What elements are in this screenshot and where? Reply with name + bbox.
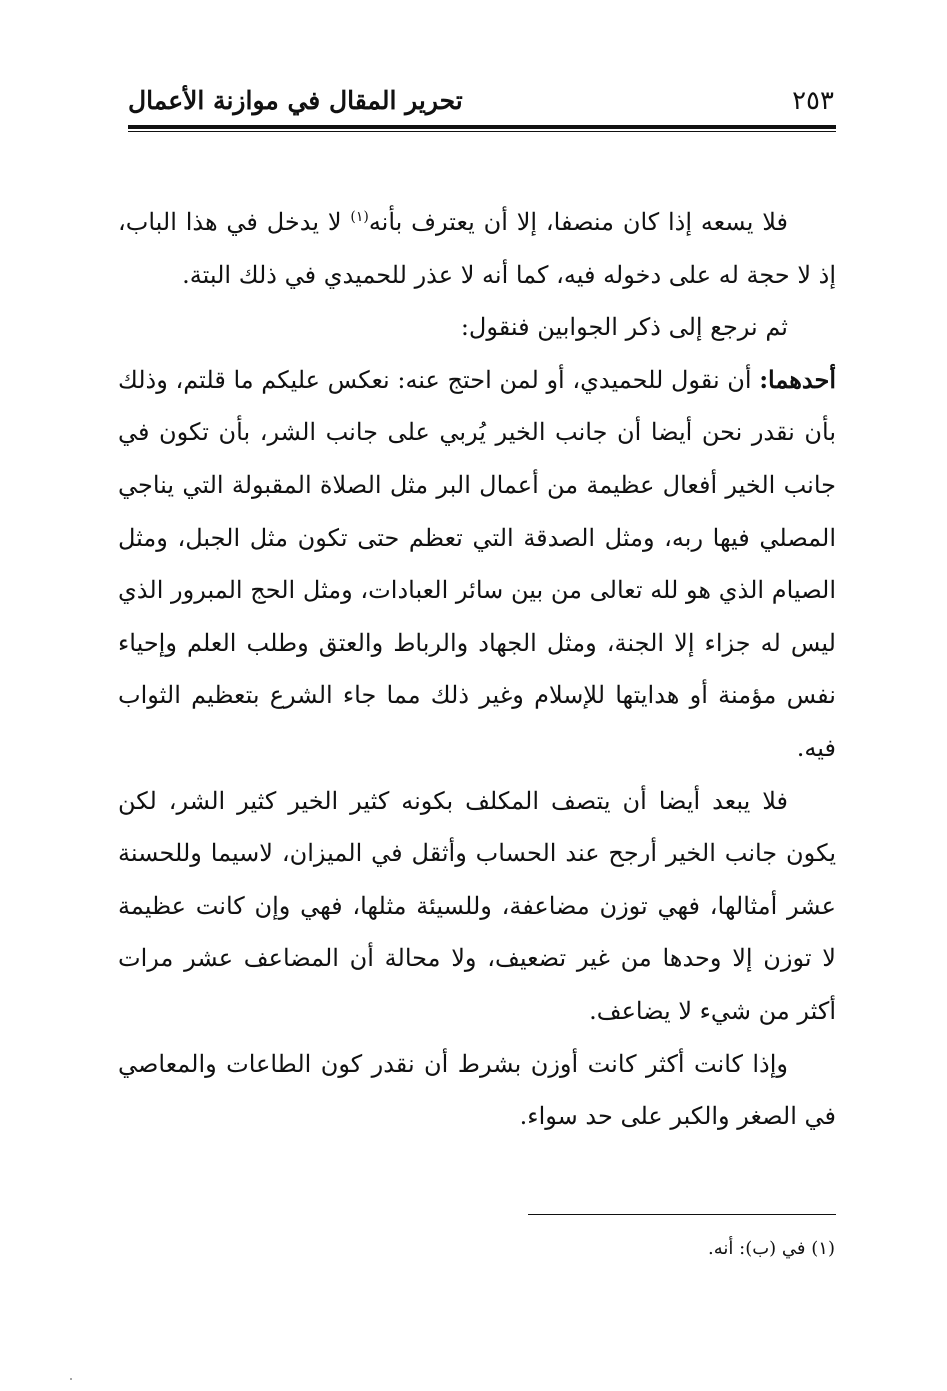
running-title: تحرير المقال في موازنة الأعمال: [128, 86, 463, 115]
footnote-mark: (١): [811, 1238, 835, 1259]
header-rule: [128, 125, 836, 129]
paragraph-1-text-a: فلا يسعه إذا كان منصفا، إلا أن يعترف بأنه: [368, 208, 788, 236]
term-first-answer: أحدهما:: [759, 364, 836, 394]
footnote-text: في (ب): أنه.: [708, 1238, 806, 1259]
paragraph-3: [118, 354, 836, 775]
paragraph-1-text-b: لا يدخل في هذا الباب، إذ لا حجة له على دخوله فيه، كما أنه لا عذر للحميدي في ذلك البتة.: [118, 208, 836, 289]
paragraph-1: [118, 196, 836, 301]
body-text: [118, 196, 836, 1143]
paragraph-4: فلا يبعد أيضا أن يتصف المكلف بكونه كثير الخير كثير الشر، لكن يكون جانب الخير أرجح عند الحساب وأثقل في الميزان، لاسيما وللحسنة عشر أمثالها، فهي توزن مضاعفة، وللسيئة مثلها، فهي وإن كانت عظيمة لا توزن إلا وحدها من غير تضعيف، ولا محالة أن المضاعف عشر مرات أكثر من شيء لا يضاعف.: [118, 786, 836, 1025]
paragraph-2: ثم نرجع إلى ذكر الجوابين فنقول:: [460, 313, 788, 342]
header-rule-thin: [128, 131, 836, 132]
page-header: [128, 84, 834, 124]
footnote-separator: [528, 1214, 836, 1215]
scan-speck: [70, 1378, 72, 1380]
footnote-1: [708, 1234, 835, 1264]
page-number: ٢٥٣: [792, 86, 834, 116]
paragraph-5: وإذا كانت أكثر كانت أوزن بشرط أن نقدر كون الطاعات والمعاصي في الصغر والكبر على حد سواء.: [118, 1049, 836, 1131]
paragraph-3-text: أن نقول للحميدي، أو لمن احتج عنه: نعكس عليكم ما قلتم، وذلك بأن نقدر نحن أيضا أن جانب الخير يُربي على جانب الشر، بأن تكون في جانب الخير أفعال عظيمة من أعمال البر مثل الصلاة المقبولة التي يناجي المصلي فيها ربه، ومثل الصدقة التي تعظم حتى تكون مثل الجبل، ومثل الصيام الذي هو لله تعالى من بين سائر العبادات، ومثل الحج المبرور الذي ليس له جزاء إلا الجنة، ومثل الجهاد والرباط والعتق وطلب العلم وإحياء نفس مؤمنة أو هدايتها للإسلام وغير ذلك مما جاء الشرع بتعظيم الثواب فيه.: [118, 365, 836, 762]
footnote-reference: (١): [350, 209, 369, 225]
